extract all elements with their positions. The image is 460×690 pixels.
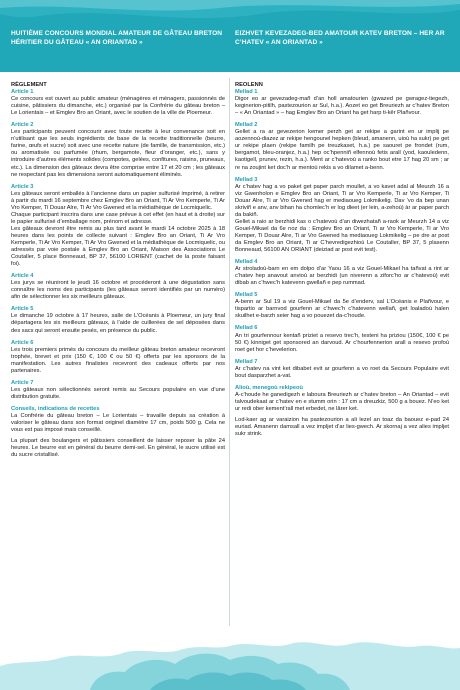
header-title-french: HUITIÈME CONCOURS MONDIAL AMATEUR DE GÂTEAU BRETON HÉRITIER DU GÂTEAU « AN ORIANTAD » xyxy=(11,30,223,46)
article-text: Les gâteaux devront être remis au plus tard avant le mardi 14 octobre 2025 à 18 heures dans les points de collecte suivant : Emglev Bro an Oriant, Ti Ar Vro Kemperle, Ti Ar Vro Kemper, Ti Ar Vro Gwened et la médiathèque de Locmiquelic, ou adressés par voie postale à Emglev Bro an Oriant, Maison des Associations Le Coutaller, 5 place Bonneaud, BP 37, 56100 LORIENT (cachet de la poste faisant foi). xyxy=(11,225,225,268)
article-text: Les jurys se réuniront le jeudi 16 octobre et procéderont à une dégustation sans connaître les noms des participants (les gâteaux seront identifiés par un numéro) afin de sélectionner les six meilleurs gâteaux. xyxy=(11,280,225,301)
article-text: A-benn ar Sul 19 a viz Gouel-Mikael da 5e d’enderv, sal L’Océanis e Plañvour, e tispartio ar barnvod gourfenn ar c’hwec’h c’hatevenn wellañ, get loaladoù halen skuilhet e-barzh seier hag a vo pouezet da-c’houde. xyxy=(235,299,449,320)
footer-decoration xyxy=(0,620,460,690)
article-text: Digor eo ar gevezadeg-mañ d’an holl amatourien (gwazed pe gwragez-tiegezh, keginerion-pitilh, pastezourion ar Sul, h.a.). Aozet eo get Breuriezh ar c’hatev Breton – « An Oriantad » – hag Emglev Bro an Oriant ha get harp ti-kêr Plañvour. xyxy=(235,96,449,117)
advice-text: Lod-kaer ag ar varaizion ha pastezourion a ali lezel an toaz da baouez e-pad 24 euriad. Amanenn damsall a vez impljet d’ar lies-gwech. Ar skornaj a vez alies impljet sukr strink. xyxy=(235,416,449,438)
article-text: Ar c’hatev na vint ket dibabet evit ar gourfenn a vo roet da Secours Populaire evit bout dasparzhet a-vat. xyxy=(235,365,449,379)
advice-text: La plupart des boulangers et pâtissiers conseillent de laisser reposer la pâte 24 heures. Le beurre est en général du beurre demi-sel. En général, le sucre utilisé est du sucre cristallisé. xyxy=(11,438,225,459)
article-title: Article 2 xyxy=(11,122,34,129)
article-title: Mellad 6 xyxy=(235,325,258,332)
rules-heading: REOLENN xyxy=(235,82,263,88)
advice-title: Alioù, menegoù rekipeoù xyxy=(235,384,303,391)
article-text: Les trois premiers primés du concours du meilleur gâteau breton amateur recevront trophée, brevet et prix (150 €, 100 € ou 50 €) offerts par les sponsors de la manifestation. Les autres finalistes recevront des cadeaux offerts par nos partenaires. xyxy=(11,346,225,374)
article-text: Chaque participant inscrira dans une case prévue à cet effet (en haut et à droite) sur le papier sulfurisé d’emballage nom, prénom et adresse. xyxy=(11,211,225,225)
article-title: Mellad 7 xyxy=(235,358,258,365)
article-title: Mellad 3 xyxy=(235,176,258,183)
article-text: Les participants peuvent concourir avec toute recette à leur convenance soit en n’utilisant que les seuls ingrédients de base de la recette traditionnelle (beurre, farine, œufs et sucre) soit avec une recette nature (de famille, de transmission, etc.) ou aromatisée ou parfumée (rhum, bergamote, fleur d’oranger, etc.), sans y introduire d’autres éléments solides (compotes, gelées, confitures, raisins, pruneaux, etc.). La dimension des gâteaux devra être comprise entre 17 et 20 cm ; les gâteaux ne respectant pas les dimensions seront automatiquement éliminés. xyxy=(11,129,225,178)
article-text: Les gâteaux non sélectionnés seront remis au Secours populaire en vue d’une distribution gratuite. xyxy=(11,386,225,400)
article-text: Gellet a ra ar gevezerion kemer perzh get ar rekipe a garint en ur implij pe aozennoù-diazez ar rekipe hengounel hepken (bleud, amanenn, uioù ha sukr) pe get ur rekipe plaen (rekipe familh pe treuzkaset, h.a.) pe saouret pe frondet (rum, bergamot, bleu-oranjez, h.a.) hep oc’hpenniñ elfennoù fetis arall (yod, kaouledenn, kaotigell, prunev, rezin, h.a.). Ment ar c’hatevoù a ranko bout etre 17 hag 20 sm ; ar re na zoujint ket doc’h ar mentoù rekis a vo dilamet a-benn. xyxy=(235,129,449,171)
rules-column-breton xyxy=(235,82,449,438)
rules-column-french xyxy=(11,82,225,459)
header-banner xyxy=(0,0,460,72)
header-title-breton: EIZHVET KEVEZADEG-BED AMATOUR KATEV BRETON – HER AR C’HATEV « AN ORIANTAD » xyxy=(235,30,445,46)
article-text: Ar stroladoù-barn en em dolpo d’ar Yaou 16 a viz Gouel-Mikael ha tañvat a rint ar c’hatev hep anavout anvioù ar berzhidi (un niverenn a ziforc’ho ar c’hatevoù) evit dibab an c’hwec’h katevenn gwellañ e pep rummad. xyxy=(235,266,449,287)
article-title: Mellad 4 xyxy=(235,259,258,266)
article-title: Article 5 xyxy=(11,306,34,313)
cloud-decoration xyxy=(0,620,460,690)
article-text: Le dimanche 19 octobre à 17 heures, salle de L’Océanis à Ploemeur, un jury final départagera les six meilleurs gâteaux, à l’aide de cuillerées de sel déposées dans des sacs qui seront ensuite pesés, en présence du public. xyxy=(11,313,225,334)
article-text: Gellet a raio ar berzhidi kas o c’hatevoù d’an diwezhatañ a-raok ar Meurzh 14 a viz Gouel-Mikael da 6e noz da : Emglev Bro an Oriant, Ti ar Vro Kemperle, Ti ar Vro Kemper, Ti Douar Alre, Ti ar Vro Gwened ha mediaoueg Lokmikelig – pe dre ar post da Emglev Bro an Oriant, Ti ar C’hevredigezhioù Le Coutaller, BP 37, 5 plasenn Bonneaud, 56100 AN ORIANT (deiziad ar post evit test). xyxy=(235,218,449,254)
article-title: Article 1 xyxy=(11,89,34,96)
advice-title: Conseils, indications de recettes xyxy=(11,405,100,412)
article-title: Mellad 1 xyxy=(235,89,258,96)
article-text: Ar c’hatev hag a vo paket get paper parch moullet, a vo kavet adal al Meurzh 16 a viz Gwenholon e Emglev Bro an Oriant, Ti ar Vro Kemperle, Ti ar Vro Kemper, Ti Douar Alre, Ti ar Vro Gwened hag er mediaoueg Lokmikelig. Dav ’vo da bep unan skriviñ e anv, anv bihan ha chomlec’h er log dleet (er lein, a-zehoù) àr ar paper parch da bakiñ. xyxy=(235,183,449,218)
advice-text: A-c’houde he ganedigezh e laboura Breuriezh ar c’hatev breton – An Oriantad – evit talvoudekaat ar c’hatev en e stumm orin : 17 cm a dreuzkiz, 500 g a bouez. N’eo ket ur redi ober kement’rall met erbedet, ne lârer ket. xyxy=(235,391,449,412)
advice-text: La Confrérie du gâteau breton – Le Lorientais – travaille depuis sa création à valoriser le gâteau dans son format originel diamètre 17 cm, poids 500 g. Cela ne vous est pas imposé mais conseillé. xyxy=(11,412,225,434)
article-text: Les gâteaux seront emballés à l’ancienne dans un papier sulfurisé imprimé, à retirer à partir du mardi 16 septembre chez Emglev Bro an Oriant, Ti Ar Vro Kemperle, Ti Ar Vro Kemper, Ti Douar Alre, Ti Ar Vro Gwened et la médiathèque de Locmiquelic. xyxy=(11,190,225,211)
column-divider xyxy=(229,78,230,626)
rules-heading: RÈGLEMENT xyxy=(11,82,47,88)
article-title: Article 3 xyxy=(11,183,34,190)
article-text: An tri gourfennour kentañ priziet a resevo trec’h, testeni ha priziou (150€, 100 € pe 50 €) kinniget get sponsored an darvoud. Ar c’hourfennerion arall a resevo profoù roet get hor c’hevelerion. xyxy=(235,332,449,353)
article-title: Article 4 xyxy=(11,273,34,280)
article-text: Ce concours est ouvert au public amateur (ménagères et ménagers, passionnés de cuisine, pâtissiers du dimanche, etc.) organisé par la Confrérie du gâteau breton – Le Lorientais – et Emglev Bro an Oriant, avec le soutien de la ville de Ploemeur. xyxy=(11,96,225,117)
article-title: Mellad 2 xyxy=(235,122,258,129)
article-title: Article 7 xyxy=(11,379,34,386)
article-title: Mellad 5 xyxy=(235,292,258,299)
article-title: Article 6 xyxy=(11,339,34,346)
